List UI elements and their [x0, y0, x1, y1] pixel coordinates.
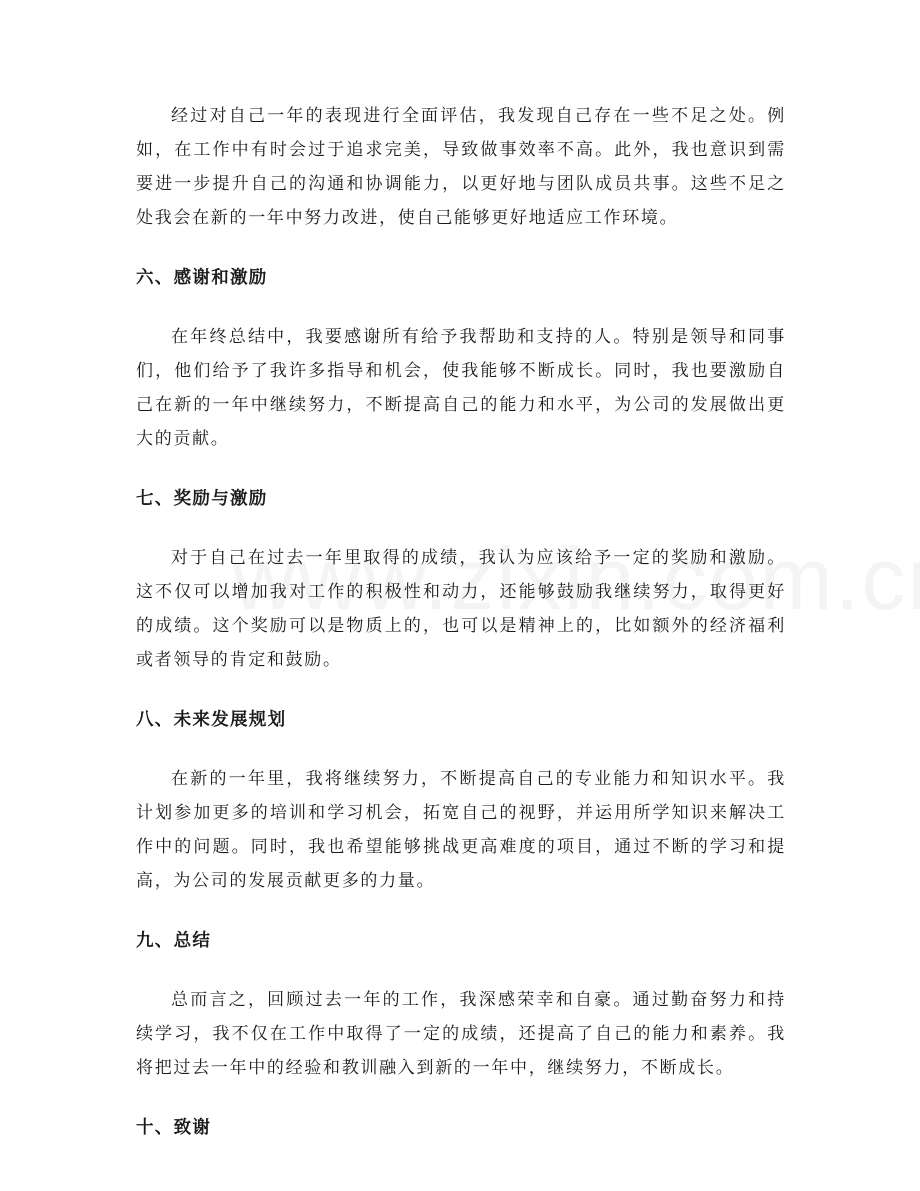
- section-heading-acknowledgements: 十、致谢: [136, 1118, 212, 1138]
- section-heading-rewards: 七、奖励与激励: [136, 489, 268, 509]
- paragraph-summary: 总而言之，回顾过去一年的工作，我深感荣幸和自豪。通过勤奋努力和持续学习，我不仅在工作中取得了一定的成绩，还提高了自己的能力和素养。我将把过去一年中的经验和教训融入到新的一年中，继续努力，不断成长。: [136, 990, 786, 1078]
- paragraph-thanks: 在年终总结中，我要感谢所有给予我帮助和支持的人。特别是领导和同事们，他们给予了我许多指导和机会，使我能够不断成长。同时，我也要激励自己在新的一年中继续努力，不断提高自己的能力和水平，为公司的发展做出更大的贡献。: [136, 327, 786, 449]
- paragraph-future-plan: 在新的一年里，我将继续努力，不断提高自己的专业能力和知识水平。我计划参加更多的培训和学习机会，拓宽自己的视野，并运用所学知识来解决工作中的问题。同时，我也希望能够挑战更高难度的项目，通过不断的学习和提高，为公司的发展贡献更多的力量。: [136, 769, 786, 891]
- document-body: [136, 99, 786, 1145]
- paragraph-self-assessment: 经过对自己一年的表现进行全面评估，我发现自己存在一些不足之处。例如，在工作中有时会过于追求完美，导致做事效率不高。此外，我也意识到需要进一步提升自己的沟通和协调能力，以更好地与团队成员共事。这些不足之处我会在新的一年中努力改进，使自己能够更好地适应工作环境。: [136, 106, 786, 228]
- section-heading-summary: 九、总结: [136, 931, 212, 951]
- section-heading-future-plan: 八、未来发展规划: [136, 710, 287, 730]
- section-heading-thanks: 六、感谢和激励: [136, 268, 268, 288]
- paragraph-rewards: 对于自己在过去一年里取得的成绩，我认为应该给予一定的奖励和激励。这不仅可以增加我对工作的积极性和动力，还能够鼓励我继续努力，取得更好的成绩。这个奖励可以是物质上的，也可以是精神上的，比如额外的经济福利或者领导的肯定和鼓励。: [136, 548, 786, 670]
